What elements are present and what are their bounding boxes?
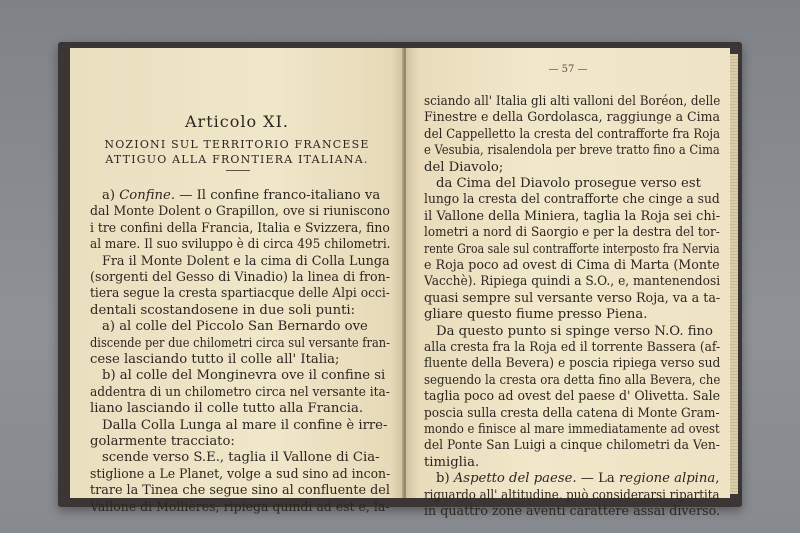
text-line: fluente della Bevera) e poscia ripiega verso sud [424,356,721,372]
text-line: del Cappelletto la cresta del contrafforte fra Roja [424,126,721,142]
text-line: a) al colle del Piccolo San Bernardo ove [102,319,368,335]
text-line: mondo e finisce al mare immediatamente ad ovest [424,422,720,437]
text-line: da Cima del Diavolo prosegue verso est [436,176,701,191]
text-line: del Diavolo; [424,159,504,175]
text-line: sciando all' Italia gli alti valloni del Boréon, delle [424,94,720,109]
text-line: e Roja poco ad ovest di Cima di Marta (Monte [424,258,720,273]
text-line: Finestre e della Gordolasca, raggiunge a Cima [424,110,720,126]
left-page [70,48,404,515]
text-line: alla cresta fra la Roja ed il torrente Bassera (af- [424,340,721,355]
text-line: in quattro zone aventi carattere assai diverso. [424,504,720,519]
text-line: e Vesubia, risalendola per breve tratto fino a Cima [424,143,720,159]
text-line: trare la Tinea che segue sino al confluente del [90,483,390,499]
text-line: (sorgenti del Gesso di Vinadio) la linea di fron- [90,270,391,285]
text-line: Dalla Colla Lunga al mare il confine è irre- [102,417,388,433]
page-edges [730,54,738,494]
text-line: taglia poco ad ovest del paese d' Olivetta. Sale [424,389,721,405]
text-line: dentali scostandosene in due soli punti: [90,302,356,318]
chapter-heading: Articolo XI. [185,112,289,131]
text-line: lungo la cresta del contrafforte che cinge a sud [424,192,720,208]
page-number: — 57 — [548,64,588,75]
text-line: b) Aspetto del paese. — La regione alpina, [436,471,720,487]
text-line: liano lasciando il colle tutto alla Francia. [90,401,364,417]
text-line: Da questo punto si spinge verso N.O. fino [436,323,713,339]
chapter-subheading-2: ATTIGUO ALLA FRONTIERA ITALIANA. [105,153,369,166]
text-line: Fra il Monte Dolent e la cima di Colla Lunga [102,253,390,269]
text-line: al mare. Il suo sviluppo è di circa 495 chilometri. [90,237,391,253]
text-line: il Vallone della Miniera, taglia la Roja sei chi- [424,208,721,224]
text-line: seguendo la cresta ora detta fino alla Bevera, che [424,372,721,388]
text-line: poscia sulla cresta della catena di Monte Gram- [424,405,720,421]
text-line: i tre confini della Francia, Italia e Svizzera, fino [90,220,390,236]
text-line: gliare questo fiume presso Piena. [424,307,648,323]
text-line: scende verso S.E., taglia il Vallone di Cia- [102,450,380,466]
text-line: Vallone di Mollières; ripiega quindi ad est e, la- [90,499,390,515]
right-page [406,48,730,519]
text-line: lometri a nord di Saorgio e per la destra del tor- [424,225,720,241]
text-line: stiglione a Le Planet, volge a sud sino ad incon- [90,466,390,482]
text-line: tiera segue la cresta spartiacque delle Alpi occi- [90,286,390,302]
text-line: rente Groa sale sul contrafforte interposto fra Nervia [424,241,720,257]
text-line: cese lasciando tutto il colle all' Italia; [90,352,340,367]
text-line: del Ponte San Luigi a cinque chilometri da Ven- [424,438,720,454]
text-line: addentra di un chilometro circa nel versante ita- [90,384,390,400]
text-line: Vacchè). Ripiega quindi a S.O., e, mantenendosi [424,274,720,290]
text-line: dal Monte Dolent o Grapillon, ove si riuniscono [90,204,390,220]
chapter-subheading-1: NOZIONI SUL TERRITORIO FRANCESE [104,138,370,151]
text-line: timiglia. [424,454,480,470]
text-line: golarmente tracciato: [90,434,235,449]
text-line: riguardo all' altitudine, può considerarsi ripartita [424,487,720,503]
heading-rule [226,170,250,171]
text-line: a) Confine. — Il confine franco-italiano va [102,188,381,203]
text-line: discende per due chilometri circa sul versante fran- [90,335,390,351]
text-line: quasi sempre sul versante verso Roja, va a ta- [424,290,720,306]
text-line: b) al colle del Monginevra ove il confine si [102,368,386,384]
